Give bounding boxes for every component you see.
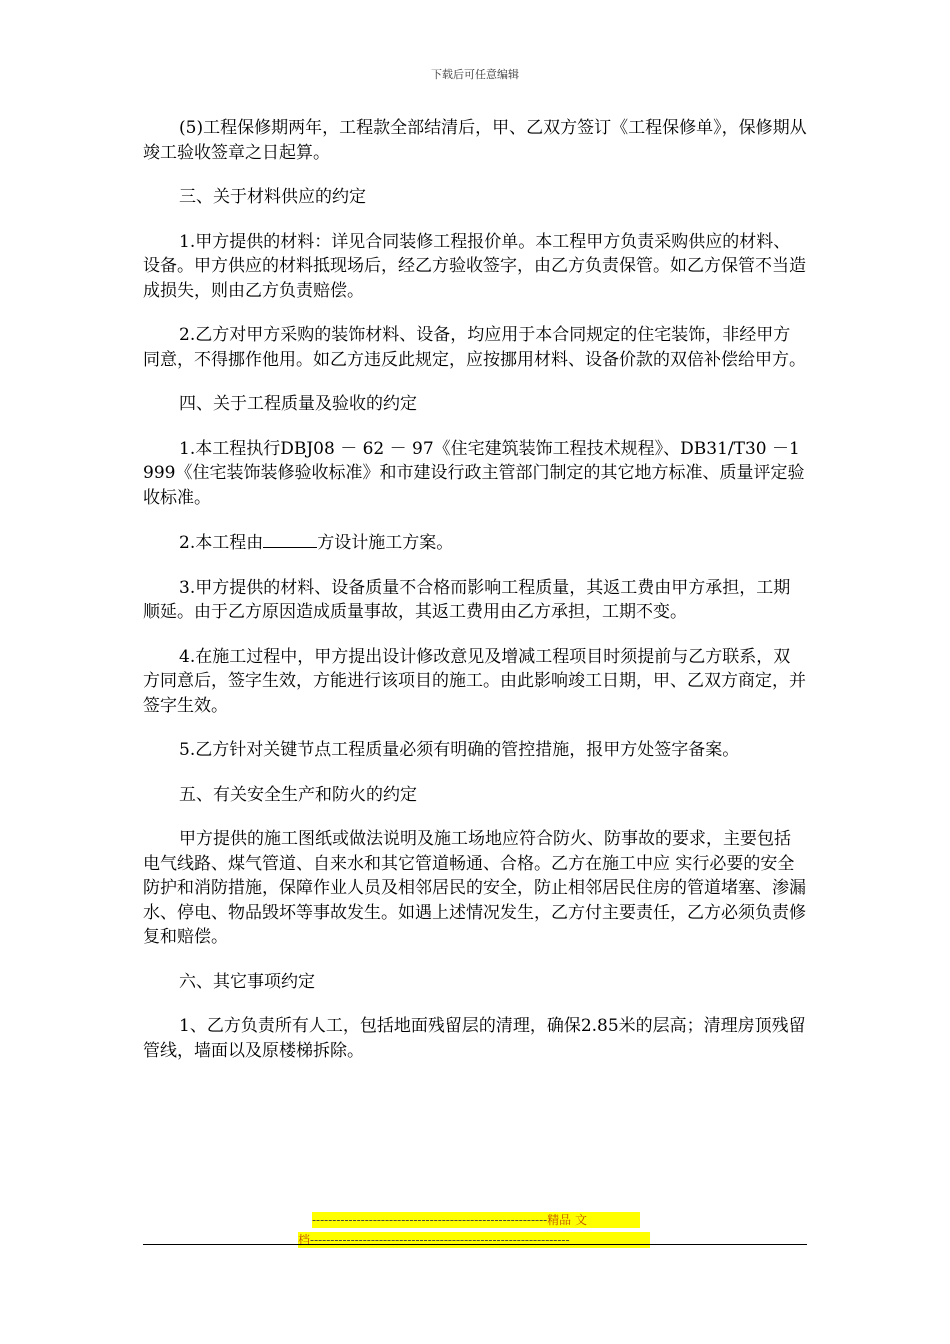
footer-line-2 — [298, 1232, 650, 1248]
document-body — [143, 116, 807, 1083]
paragraph-safety: 甲方提供的施工图纸或做法说明及施工场地应符合防火、防事故的要求，主要包括电气线路、煤气管道、自来水和其它管道畅通、合格。乙方在施工中应 实行必要的安全防护和消防措施，保障作业人员及相邻居民的安全，防止相邻居民住房的管道堵塞、渗漏水、停电、物品毁坏等事故发生。如遇上述情况发生，乙方付主要责任，乙方必须负责修复和赔偿。 — [143, 829, 806, 947]
footer-label-1: 精品 文 — [547, 1213, 587, 1227]
paragraph-quality-3: 3.甲方提供的材料、设备质量不合格而影响工程质量，其返工费由甲方承担，工期顺延。由于乙方原因造成质量事故，其返工费用由乙方承担，工期不变。 — [143, 577, 791, 622]
section-heading-safety: 五、有关安全生产和防火的约定 — [179, 784, 417, 805]
footer-line-1 — [312, 1212, 640, 1228]
footer-watermark — [298, 1212, 654, 1252]
paragraph-materials-2: 2.乙方对甲方采购的装饰材料、设备，均应用于本合同规定的住宅装饰，非经甲方同意，不得挪作他用。如乙方违反此规定，应按挪用材料、设备价款的双倍补偿给甲方。 — [143, 325, 806, 370]
footer-label-2: 档 — [298, 1233, 311, 1247]
section-heading-quality: 四、关于工程质量及验收的约定 — [179, 394, 417, 414]
paragraph-quality-2 — [143, 530, 807, 556]
paragraph-quality-2-suffix: 方设计施工方案。 — [317, 533, 454, 553]
paragraph-warranty: (5)工程保修期两年，工程款全部结清后，甲、乙双方签订《工程保修单》，保修期从竣工验收签章之日起算。 — [143, 118, 807, 163]
paragraph-quality-2-prefix: 2.本工程由 — [179, 533, 264, 553]
footer-dashes-2: ---------------------------------------------------------------- — [310, 1233, 570, 1247]
paragraph-quality-4: 4.在施工过程中，甲方提出设计修改意见及增减工程项目时须提前与乙方联系，双方同意后，签字生效，方能进行该项目的施工。由此影响竣工日期，甲、乙双方商定，并签字生效。 — [143, 646, 806, 716]
fill-in-blank — [263, 530, 317, 548]
paragraph-quality-1: 1.本工程执行DBJ08 － 62 － 97《住宅建筑装饰工程技术规程》、DB31/T30 －1999《住宅装饰装修验收标准》和市建设行政主管部门制定的其它地方标准、质量评定验收标准。 — [143, 438, 805, 508]
section-heading-materials: 三、关于材料供应的约定 — [179, 187, 366, 207]
paragraph-materials-1: 1.甲方提供的材料：详见合同装修工程报价单。本工程甲方负责采购供应的材料、设备。甲方供应的材料抵现场后，经乙方验收签字，由乙方负责保管。如乙方保管不当造成损失，则由乙方负责赔偿。 — [143, 231, 806, 301]
footer-dashes-1: ---------------------------------------------------------- — [312, 1213, 548, 1227]
footer-divider — [143, 1244, 807, 1245]
header-note: 下载后可任意编辑 — [431, 68, 519, 81]
paragraph-quality-5: 5.乙方针对关键节点工程质量必须有明确的管控措施，报甲方处签字备案。 — [179, 740, 740, 760]
paragraph-other-1: 1、乙方负责所有人工，包括地面残留层的清理，确保2.85米的层高；清理房顶残留管线，墙面以及原楼梯拆除。 — [143, 1016, 806, 1061]
section-heading-other: 六、其它事项约定 — [179, 971, 315, 992]
